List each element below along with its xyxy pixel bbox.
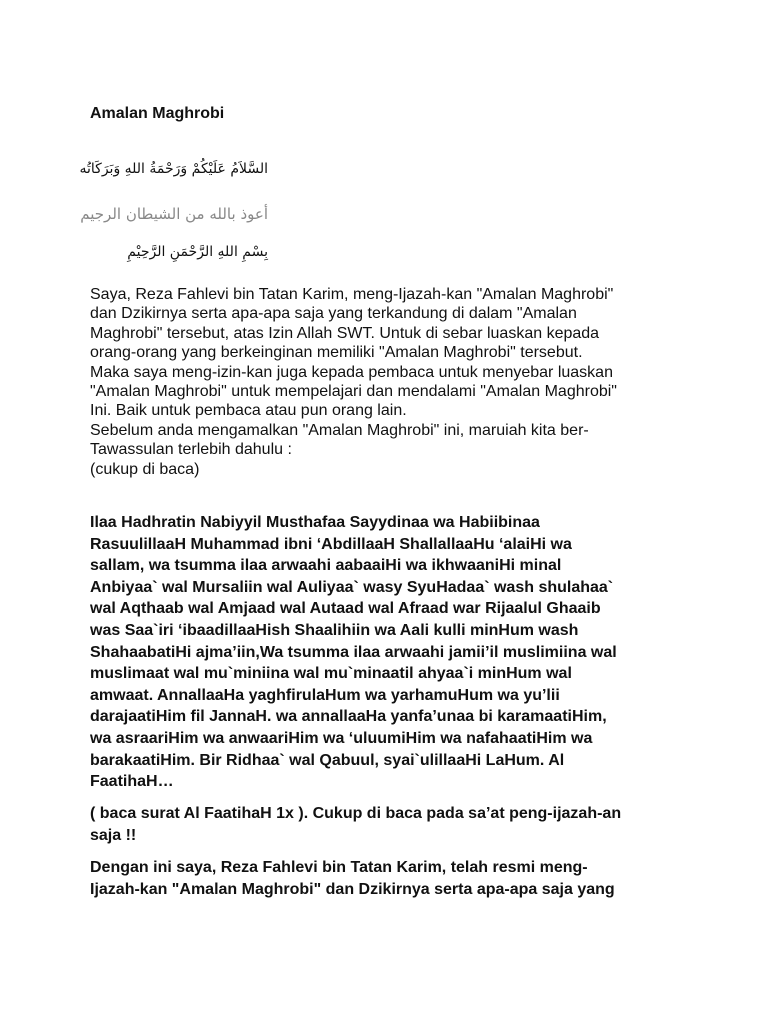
intro-line: (cukup di baca): [90, 460, 200, 478]
closing-paragraph: [90, 857, 675, 900]
document-title: Amalan Maghrobi: [90, 105, 225, 122]
intro-line: Sebelum anda mengamalkan "Amalan Maghrobi" ini, maruiah kita ber-: [90, 421, 589, 439]
arabic-basmalah: بِسْمِ اللهِ الرَّحْمَنِ الرَّحِيْمِ: [127, 244, 268, 260]
tawassul-line: Anbiyaa` wal Mursaliin wal Auliyaa` wasy SyuHadaa` wash shulahaa`: [90, 578, 614, 596]
intro-line: Tawassulan terlebih dahulu :: [90, 441, 292, 459]
tawassul-paragraph: [90, 512, 675, 793]
tawassul-line: FaatihaH…: [90, 773, 174, 791]
intro-line: Ini. Baik untuk pembaca atau pun orang lain.: [90, 402, 407, 420]
intro-line: Saya, Reza Fahlevi bin Tatan Karim, meng-Ijazah-kan "Amalan Maghrobi": [90, 286, 614, 303]
arabic-salam-greeting: السَّلاَمُ عَلَيْكُمْ وَرَحْمَةُ اللهِ وَبَرَكَاتُه: [79, 161, 268, 177]
intro-line: orang-orang yang berkeinginan memiliki "Amalan Maghrobi" tersebut.: [90, 344, 583, 362]
tawassul-line: amwaat. AnnallaaHa yaghfirulaHum wa yarhamuHum wa yu’lii: [90, 686, 560, 704]
arabic-taawudz: أعوذ بالله من الشيطان الرجيم: [80, 205, 268, 223]
tawassul-line: barakaatiHim. Bir Ridhaa` wal Qabuul, syai`ulillaaHi LaHum. Al: [90, 751, 565, 769]
tawassul-line: wal Aqthaab wal Amjaad wal Autaad wal Afraad war Rijaalul Ghaaib: [90, 600, 601, 618]
intro-line: Maghrobi" tersebut, atas Izin Allah SWT. Untuk di sebar luaskan kepada: [90, 324, 600, 342]
closing-line: Ijazah-kan "Amalan Maghrobi" dan Dzikirnya serta apa-apa saja yang: [90, 880, 615, 898]
tawassul-line: ShahaabatiHi ajma’iin,Wa tsumma ilaa arwaahi jamii’il muslimiina wal: [90, 643, 617, 661]
intro-line: dan Dzikirnya serta apa-apa saja yang terkandung di dalam "Amalan: [90, 305, 577, 323]
intro-line: Maka saya meng-izin-kan juga kepada pembaca untuk menyebar luaskan: [90, 363, 613, 381]
intro-paragraph: [90, 285, 675, 479]
tawassul-line: wa asraariHim wa anwaariHim wa ‘uluumiHim wa nafahaatiHim wa: [90, 729, 593, 747]
fatihah-note-paragraph: [90, 803, 675, 846]
tawassul-line: was Saa`iri ‘ibaadillaaHish Shaalihiin wa Aali kulli minHum wash: [90, 621, 579, 639]
tawassul-line: muslimaat wal mu`miniina wal mu`minaatil ahyaa`i minHum wal: [90, 665, 572, 683]
tawassul-line: sallam, wa tsumma ilaa arwaahi aabaaiHi wa ikhwaaniHi minal: [90, 557, 562, 575]
closing-line: Dengan ini saya, Reza Fahlevi bin Tatan Karim, telah resmi meng-: [90, 859, 588, 876]
intro-line: "Amalan Maghrobi" untuk mempelajari dan mendalami "Amalan Maghrobi": [90, 383, 617, 401]
note-line: ( baca surat Al FaatihaH 1x ). Cukup di baca pada sa’at peng-ijazah-an: [90, 805, 622, 822]
tawassul-line: Ilaa Hadhratin Nabiyyil Musthafaa Sayydinaa wa Habiibinaa: [90, 514, 540, 531]
tawassul-line: darajaatiHim fil JannaH. wa annallaaHa yanfa’unaa bi karamaatiHim,: [90, 708, 607, 726]
tawassul-line: RasuulillaaH Muhammad ibni ‘AbdillaaH ShallallaaHu ‘alaiHi wa: [90, 535, 572, 553]
note-line: saja !!: [90, 826, 137, 844]
